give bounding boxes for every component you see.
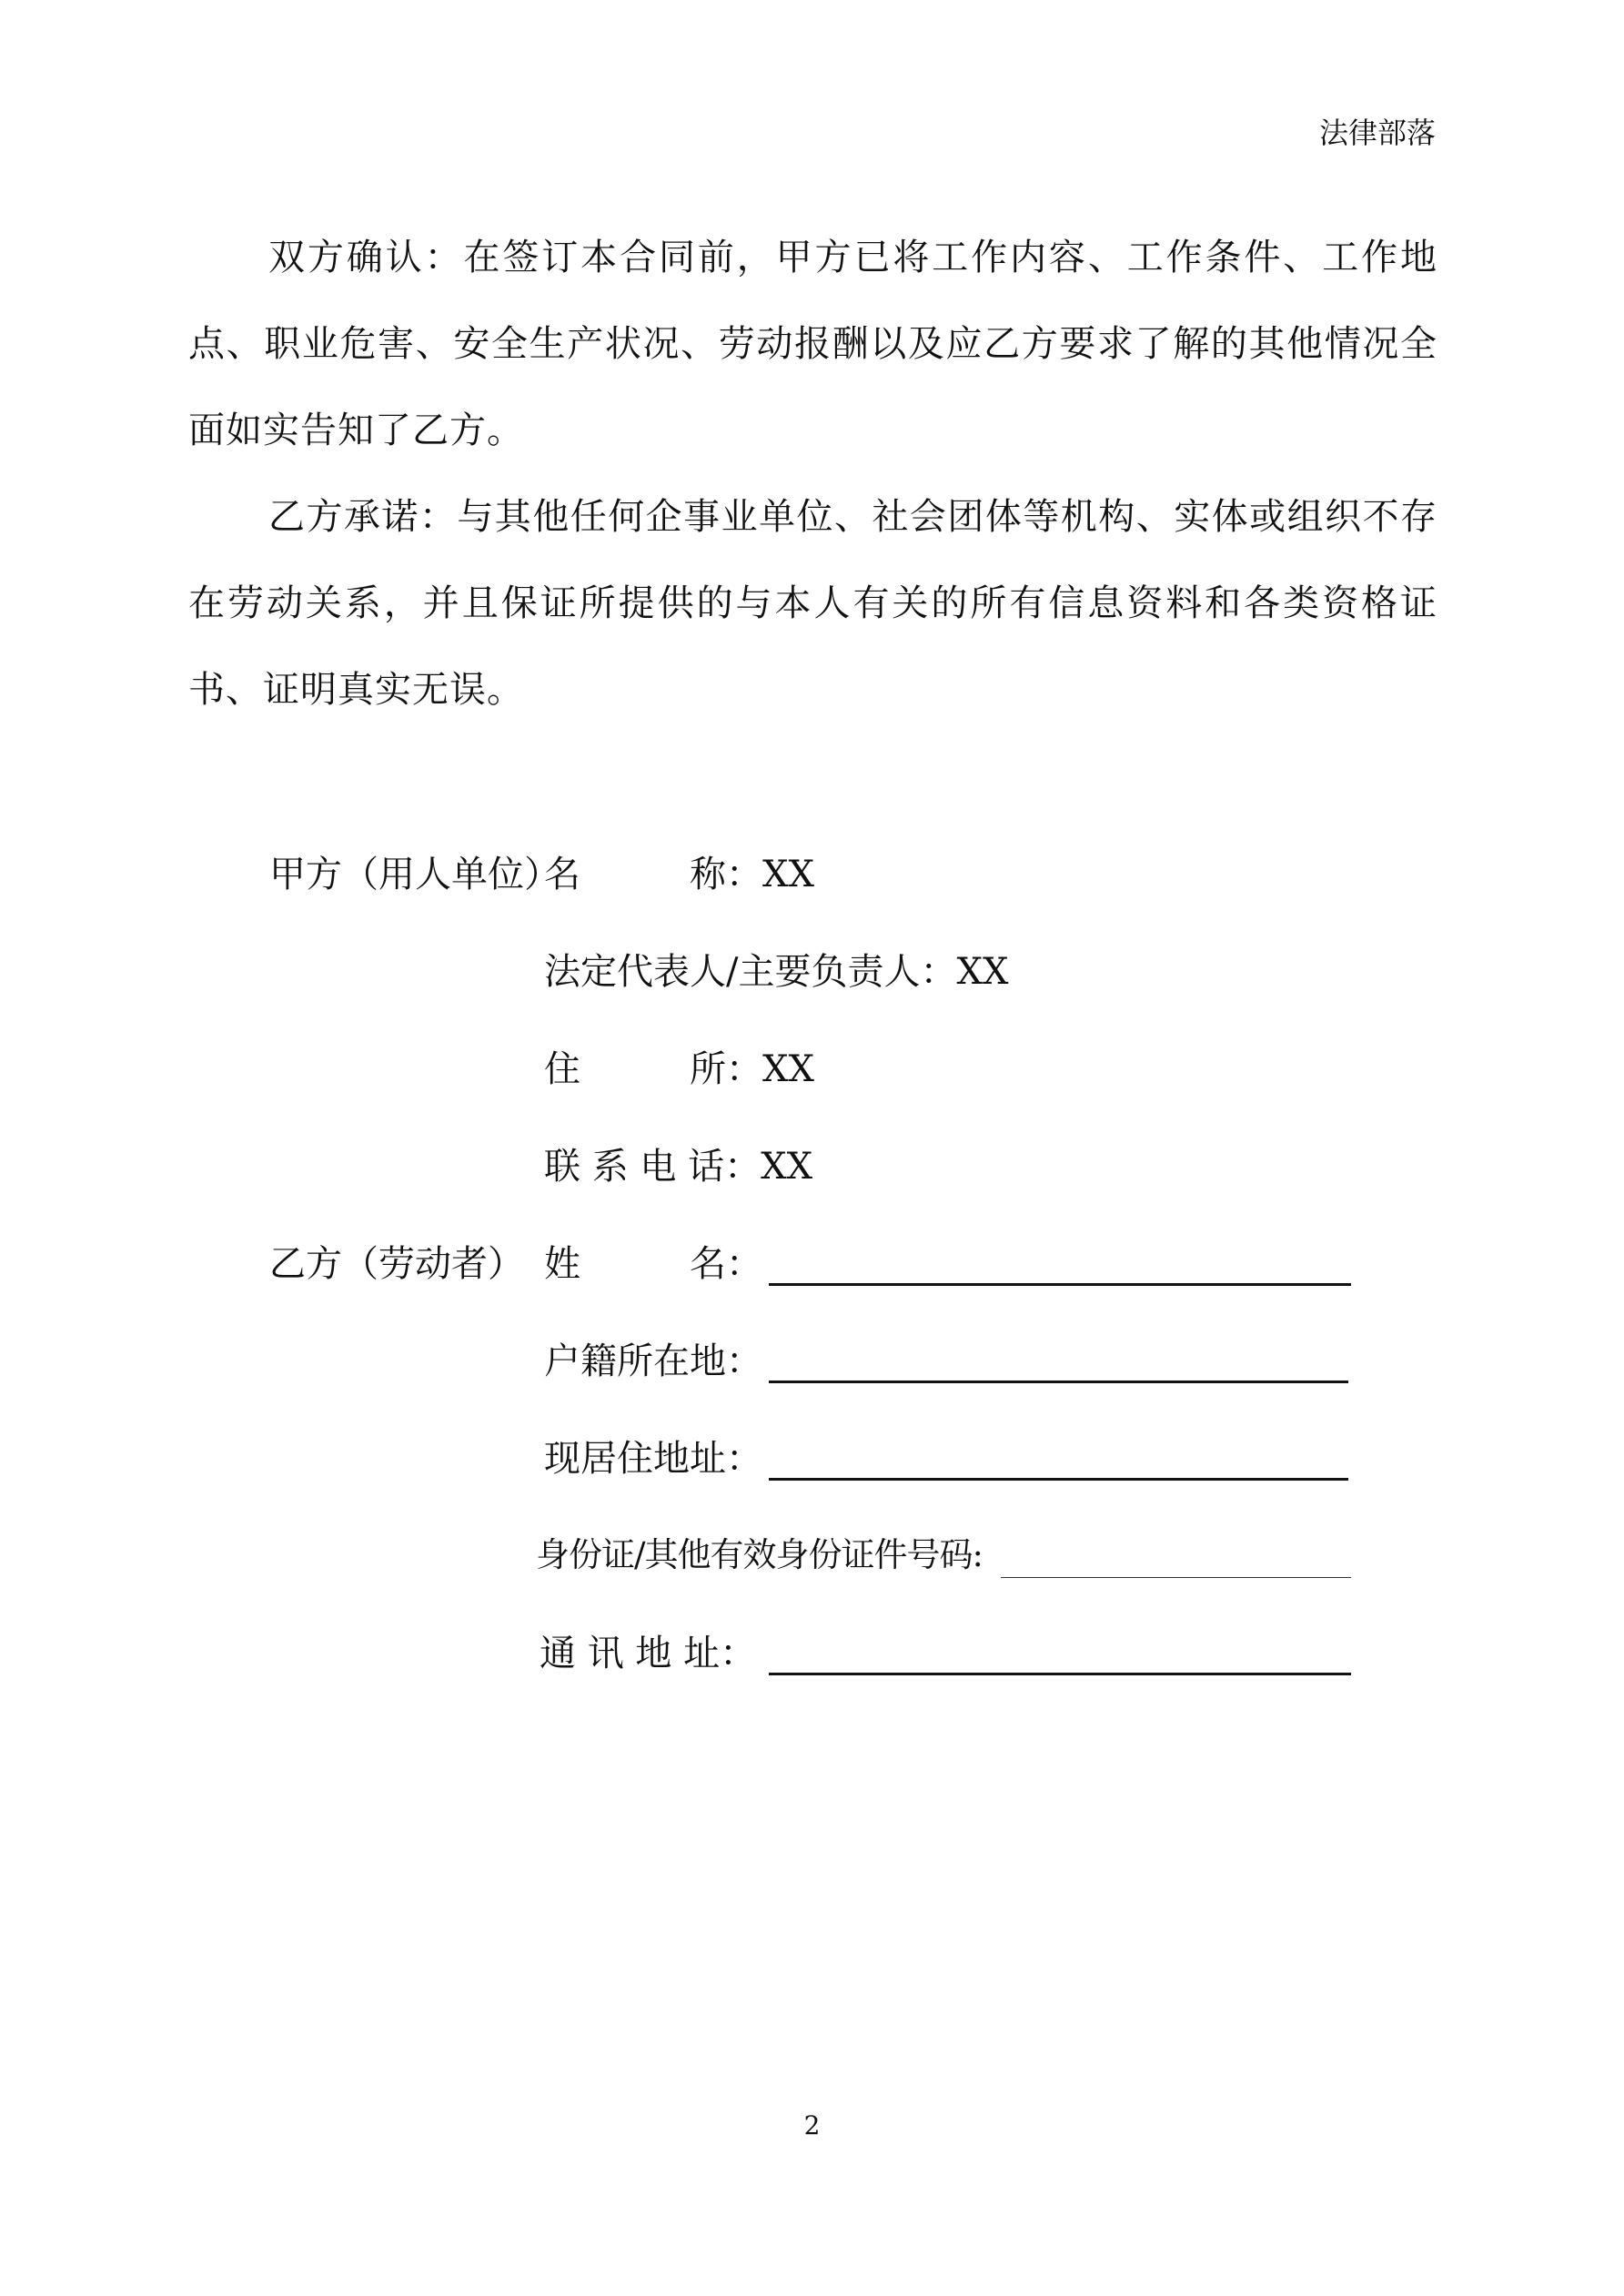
party-a-address-label: 住 所： [544,1048,762,1090]
confirmation-paragraph: 双方确认：在签订本合同前，甲方已将工作内容、工作条件、工作地点、职业危害、安全生产状况、劳动报酬以及应乙方要求了解的其他情况全面如实告知了乙方。 [188,237,1437,451]
party-a-rep-value: XX [956,951,1009,993]
party-a-address-value: XX [762,1048,814,1090]
party-a-name-row [544,853,814,896]
commitment-paragraph: 乙方承诺：与其他任何企事业单位、社会团体等机构、实体或组织不存在劳动关系，并且保证所提供的与本人有关的所有信息资料和各类资格证书、证明真实无误。 [188,496,1437,711]
header-brand: 法律部落 [1318,116,1436,150]
party-a-name-value: XX [762,854,814,895]
party-a-label: 甲方（用人单位） [269,854,560,895]
party-b-name-blank[interactable] [769,1283,1351,1286]
party-b-household-blank[interactable] [769,1381,1348,1383]
party-a-phone-row [544,1145,812,1188]
party-b-household-label: 户籍所在地： [544,1340,762,1382]
party-a-address-row [544,1047,814,1091]
page-number: 2 [803,2110,821,2140]
party-b-mail-blank[interactable] [769,1673,1351,1675]
party-b-id-blank[interactable] [1001,1577,1351,1578]
party-a-rep-label: 法定代表人/主要负责人： [544,951,957,993]
party-b-residence-label: 现居住地址： [544,1438,762,1480]
party-a-rep-row [544,950,1008,994]
party-b-label: 乙方（劳动者） [269,1243,524,1285]
party-a-name-label: 名 称： [544,854,762,895]
party-a-phone-label: 联 系 电 话： [544,1146,762,1188]
party-b-residence-blank[interactable] [769,1478,1348,1481]
party-b-id-label: 身份证/其他有效身份证件号码: [536,1535,983,1574]
party-b-name-label: 姓 名： [544,1243,762,1285]
party-b-mail-label: 通 讯 地 址： [540,1633,757,1674]
party-a-phone-value: XX [761,1146,813,1188]
